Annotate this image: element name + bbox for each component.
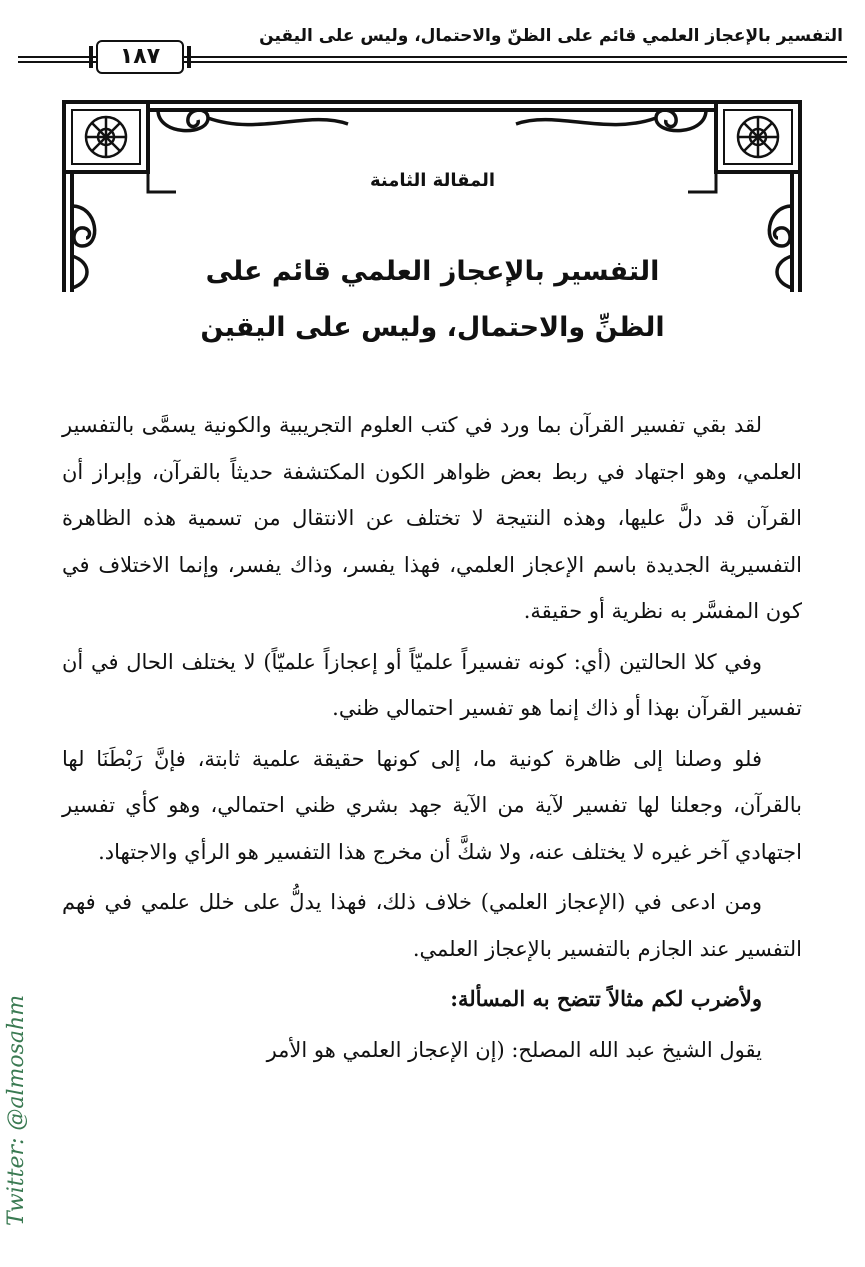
paragraph: يقول الشيخ عبد الله المصلح: (إن الإعجاز العلمي هو الأمر (266, 1037, 762, 1062)
watermark: Twitter: @almosahm (4, 994, 29, 1226)
paragraph: لقد بقي تفسير القرآن بما ورد في كتب العلوم التجريبية والكونية يسمَّى بالتفسير العلمي، وهو اجتهاد في ربط بعض ظواهر الكون المكتشفة حديثاً بالقرآن، وإبراز أن القرآن قد دلَّ عليها، وهذه النتيجة لا تختلف عن الانتقال من تسمية هذه الظاهرة التفسيرية الجديدة باسم الإعجاز العلمي، فهذا يفسر، وذاك يفسر، وإنما الاختلاف في كون المفسَّر به نظرية أو حقيقة. (62, 413, 802, 623)
article-title (140, 244, 725, 356)
example-subheading: ولأضرب لكم مثالاً تتضح به المسألة: (450, 986, 762, 1011)
paragraph: وفي كلا الحالتين (أي: كونه تفسيراً علميّاً أو إعجازاً علميّاً) لا يختلف الحال في أن تفسير القرآن بهذا أو ذاك إنما هو تفسير احتمالي ظني. (62, 649, 802, 720)
running-header-title: التفسير بالإعجاز العلمي قائم على الظنّ والاحتمال، وليس على اليقين (259, 26, 843, 46)
paragraph: ومن ادعى في (الإعجاز العلمي) خلاف ذلك، فهذا يدلُّ على خلل علمي في فهم التفسير عند الجازم بالتفسير بالإعجاز العلمي. (62, 890, 802, 961)
body-text (62, 402, 802, 1077)
article-title-line-2: الظنِّ والاحتمال، وليس على اليقين (200, 312, 665, 343)
article-label: المقالة الثامنة (369, 170, 496, 191)
article-title-line-1: التفسير بالإعجاز العلمي قائم على (205, 256, 660, 287)
page-number: ١٨٧ (96, 40, 184, 74)
paragraph: فلو وصلنا إلى ظاهرة كونية ما، إلى كونها حقيقة علمية ثابتة، فإنَّ رَبْطَنَا لها بالقرآن، وجعلنا لها تفسير لآية من الآية جهد بشري ظني احتمالي، وهو كأي تفسير اجتهادي آخر غيره لا يختلف عنه، ولا شكَّ أن مخرج هذا التفسير هو الرأي والاجتهاد. (62, 746, 802, 864)
